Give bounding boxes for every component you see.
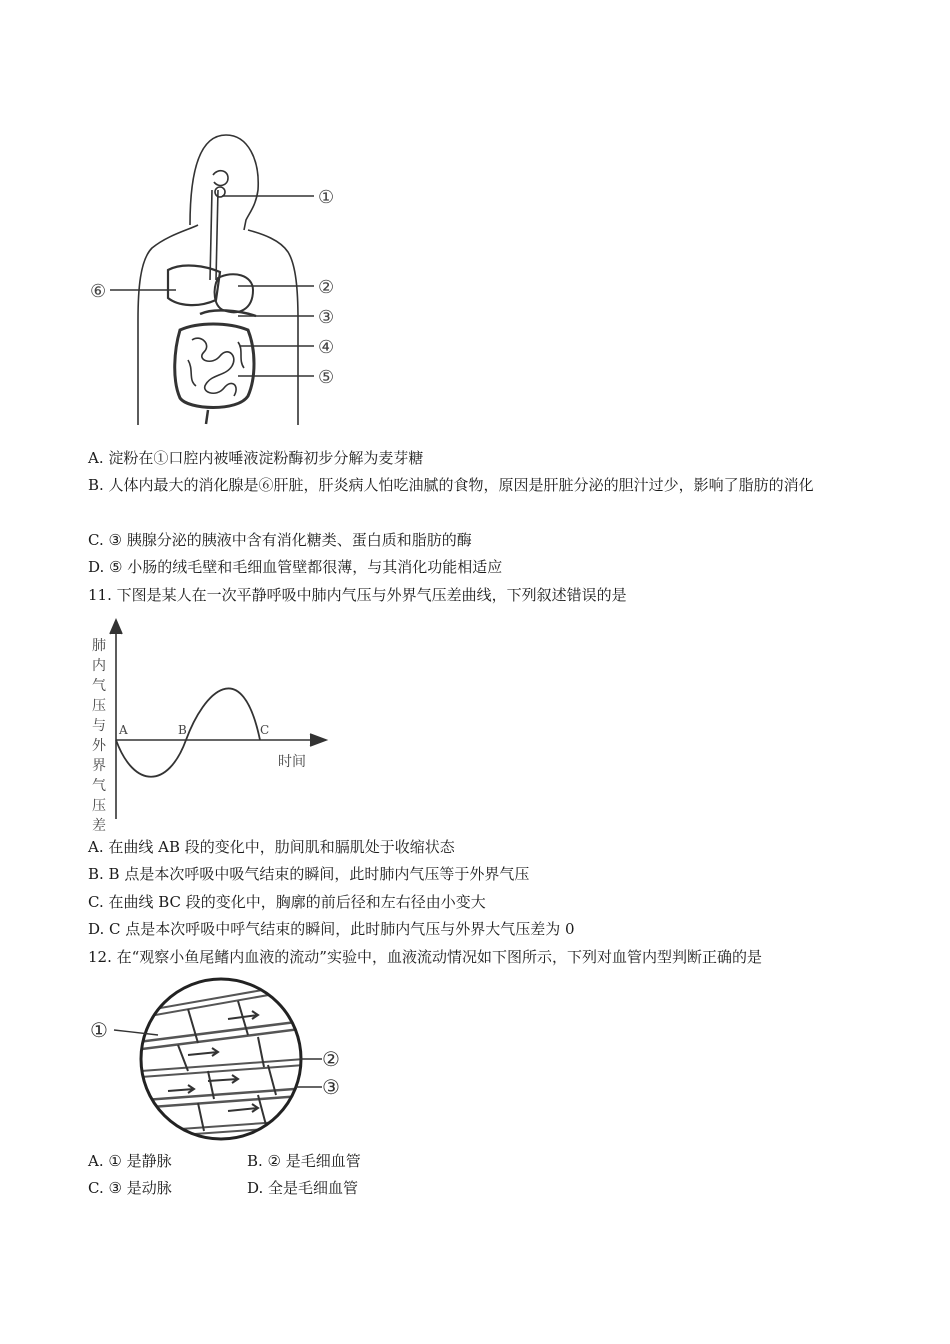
point-c-label: C xyxy=(260,723,270,737)
label-4: ④ xyxy=(318,337,335,358)
q12-option-b: B. ② 是毛细血管 xyxy=(247,1152,361,1170)
q11-option-b: B. B 点是本次呼吸中吸气结束的瞬间，此时肺内气压等于外界气压 xyxy=(88,865,530,883)
ylabel-char: 气 xyxy=(92,678,106,694)
q10-option-c: C. ③ 胰腺分泌的胰液中含有消化糖类、蛋白质和脂肪的酶 xyxy=(88,531,472,549)
pressure-curve-figure xyxy=(88,614,338,834)
label-6: ⑥ xyxy=(90,281,107,302)
q12-stem: 12. 在“观察小鱼尾鳍内血液的流动”实验中，血液流动情况如下图所示，下列对血管内型判断正确的是 xyxy=(88,948,762,966)
label-2: ② xyxy=(318,277,335,298)
ylabel-char: 内 xyxy=(92,658,106,674)
point-a-label: A xyxy=(119,723,128,737)
y-axis-label xyxy=(92,637,107,834)
label-5: ⑤ xyxy=(318,367,335,388)
q10-option-d: D. ⑤ 小肠的绒毛壁和毛细血管壁都很薄，与其消化功能相适应 xyxy=(88,558,503,576)
point-b-label: B xyxy=(178,723,187,737)
q12-option-a: A. ① 是静脉 xyxy=(88,1152,172,1170)
ylabel-char: 差 xyxy=(92,818,106,834)
q11-option-d: D. C 点是本次呼吸中呼气结束的瞬间，此时肺内气压与外界大气压差为 0 xyxy=(88,920,575,938)
fish-tail-blood-flow-figure xyxy=(88,975,348,1145)
ylabel-char: 外 xyxy=(92,738,106,754)
q12-label-3: ③ xyxy=(322,1075,340,1099)
q10-option-a: A. 淀粉在①口腔内被唾液淀粉酶初步分解为麦芽糖 xyxy=(88,449,424,467)
q12-label-1: ① xyxy=(90,1018,108,1042)
q12-option-c: C. ③ 是动脉 xyxy=(88,1179,172,1197)
q11-option-c: C. 在曲线 BC 段的变化中，胸廓的前后径和左右径由小变大 xyxy=(88,893,486,911)
q11-stem: 11. 下图是某人在一次平静呼吸中肺内气压与外界气压差曲线，下列叙述错误的是 xyxy=(88,586,627,604)
q12-label-2: ② xyxy=(322,1047,340,1071)
ylabel-char: 与 xyxy=(92,718,106,734)
label-1: ① xyxy=(318,187,335,208)
ylabel-char: 气 xyxy=(92,778,106,794)
ylabel-char: 压 xyxy=(92,698,106,714)
q10-option-b: B. 人体内最大的消化腺是⑥肝脏，肝炎病人怕吃油腻的食物，原因是肝脏分泌的胆汁过少，影响了脂肪的消化 xyxy=(88,476,814,494)
ylabel-char: 肺 xyxy=(92,638,106,654)
ylabel-char: 界 xyxy=(92,758,106,774)
q11-option-a: A. 在曲线 AB 段的变化中，肋间肌和膈肌处于收缩状态 xyxy=(88,838,455,856)
label-3: ③ xyxy=(318,307,335,328)
q12-option-d: D. 全是毛细血管 xyxy=(247,1179,359,1197)
x-axis-label: 时间 xyxy=(278,754,306,770)
ylabel-char: 压 xyxy=(92,798,106,814)
digestive-system-figure xyxy=(88,130,358,430)
